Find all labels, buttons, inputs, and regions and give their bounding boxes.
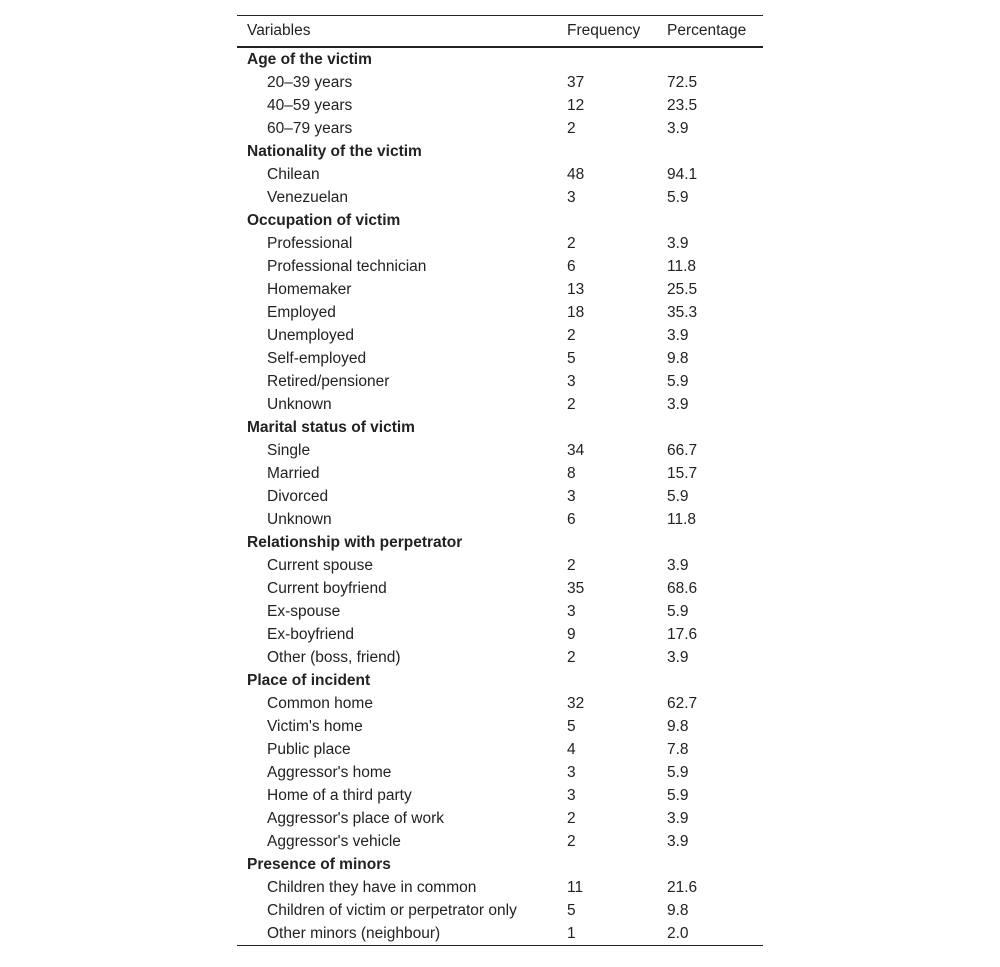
row-frequency: 4	[567, 740, 576, 758]
table-row	[237, 324, 763, 347]
row-frequency: 9	[567, 625, 576, 643]
row-percentage: 3.9	[667, 648, 689, 666]
row-label: Venezuelan	[267, 188, 349, 206]
row-percentage: 17.6	[667, 625, 698, 643]
group-title: Age of the victim	[247, 50, 372, 68]
row-label: Current spouse	[267, 556, 373, 574]
row-frequency: 32	[567, 694, 585, 712]
group-row	[237, 209, 763, 232]
table-row	[237, 71, 763, 94]
row-percentage: 94.1	[667, 165, 698, 183]
row-label: Married	[267, 464, 320, 482]
victim-characteristics-table	[237, 15, 763, 946]
row-frequency: 11	[567, 878, 584, 896]
row-frequency: 37	[567, 73, 585, 91]
row-percentage: 15.7	[667, 464, 698, 482]
table-row	[237, 692, 763, 715]
row-label: Employed	[267, 303, 336, 321]
row-frequency: 5	[567, 717, 576, 735]
row-label: Single	[267, 441, 311, 459]
row-label: Aggressor's home	[267, 763, 392, 781]
row-label: Aggressor's vehicle	[267, 832, 401, 850]
table-row	[237, 255, 763, 278]
row-percentage: 23.5	[667, 96, 698, 114]
group-row	[237, 669, 763, 692]
row-label: Unknown	[267, 510, 332, 528]
group-row	[237, 47, 763, 71]
row-label: 40–59 years	[267, 96, 353, 114]
row-label: Chilean	[267, 165, 320, 183]
row-percentage: 11.8	[667, 257, 697, 275]
row-label: Public place	[267, 740, 351, 758]
row-percentage: 35.3	[667, 303, 698, 321]
row-label: Ex-boyfriend	[267, 625, 355, 643]
row-frequency: 3	[567, 602, 576, 620]
row-percentage: 5.9	[667, 602, 689, 620]
row-label: Children of victim or perpetrator only	[267, 901, 517, 919]
table-row	[237, 94, 763, 117]
row-frequency: 2	[567, 556, 576, 574]
table-row	[237, 738, 763, 761]
group-row	[237, 853, 763, 876]
data-table-container	[237, 15, 763, 946]
row-frequency: 3	[567, 188, 576, 206]
row-percentage: 5.9	[667, 763, 689, 781]
table-row	[237, 623, 763, 646]
table-row	[237, 370, 763, 393]
row-frequency: 2	[567, 832, 576, 850]
row-percentage: 68.6	[667, 579, 698, 597]
row-frequency: 18	[567, 303, 585, 321]
group-title: Place of incident	[247, 671, 371, 689]
row-frequency: 8	[567, 464, 576, 482]
group-title: Occupation of victim	[247, 211, 401, 229]
row-frequency: 2	[567, 326, 576, 344]
row-percentage: 5.9	[667, 487, 689, 505]
row-percentage: 66.7	[667, 441, 698, 459]
group-title: Marital status of victim	[247, 418, 415, 436]
table-row	[237, 577, 763, 600]
row-percentage: 3.9	[667, 234, 689, 252]
row-frequency: 13	[567, 280, 585, 298]
header-variables: Variables	[247, 22, 311, 39]
row-frequency: 48	[567, 165, 585, 183]
header-percentage: Percentage	[667, 22, 747, 39]
table-row	[237, 784, 763, 807]
row-percentage: 5.9	[667, 372, 689, 390]
row-label: Current boyfriend	[267, 579, 387, 597]
row-percentage: 2.0	[667, 924, 689, 942]
row-label: Divorced	[267, 487, 329, 505]
row-percentage: 9.8	[667, 901, 689, 919]
row-percentage: 9.8	[667, 349, 689, 367]
group-row	[237, 531, 763, 554]
row-label: Common home	[267, 694, 373, 712]
table-row	[237, 830, 763, 853]
row-label: Victim's home	[267, 717, 363, 735]
row-percentage: 7.8	[667, 740, 689, 758]
row-label: Unemployed	[267, 326, 355, 344]
row-label: Homemaker	[267, 280, 352, 298]
row-percentage: 5.9	[667, 786, 689, 804]
table-row	[237, 554, 763, 577]
row-frequency: 2	[567, 119, 576, 137]
row-label: 60–79 years	[267, 119, 353, 137]
row-percentage: 3.9	[667, 809, 689, 827]
row-label: Unknown	[267, 395, 332, 413]
table-row	[237, 393, 763, 416]
group-title: Nationality of the victim	[247, 142, 422, 160]
table-row	[237, 462, 763, 485]
row-percentage: 25.5	[667, 280, 698, 298]
row-frequency: 2	[567, 395, 576, 413]
row-frequency: 2	[567, 809, 576, 827]
table-row	[237, 117, 763, 140]
row-frequency: 12	[567, 96, 585, 114]
table-row	[237, 485, 763, 508]
row-label: Ex-spouse	[267, 602, 341, 620]
table-row	[237, 508, 763, 531]
row-percentage: 21.6	[667, 878, 698, 896]
row-frequency: 34	[567, 441, 585, 459]
row-label: 20–39 years	[267, 73, 353, 91]
table-row	[237, 600, 763, 623]
row-label: Other (boss, friend)	[267, 648, 401, 666]
row-frequency: 3	[567, 487, 576, 505]
row-label: Children they have in common	[267, 878, 477, 896]
table-row	[237, 278, 763, 301]
row-percentage: 3.9	[667, 119, 689, 137]
table-row	[237, 715, 763, 738]
row-frequency: 6	[567, 257, 576, 275]
row-frequency: 2	[567, 234, 576, 252]
row-percentage: 62.7	[667, 694, 698, 712]
table-row	[237, 876, 763, 899]
row-frequency: 3	[567, 372, 576, 390]
header-frequency: Frequency	[567, 22, 641, 39]
row-percentage: 11.8	[667, 510, 697, 528]
row-frequency: 6	[567, 510, 576, 528]
table-row	[237, 761, 763, 784]
row-frequency: 3	[567, 763, 576, 781]
table-row	[237, 439, 763, 462]
table-row	[237, 899, 763, 922]
table-body	[237, 47, 763, 946]
row-frequency: 1	[567, 924, 576, 942]
row-frequency: 3	[567, 786, 576, 804]
table-row	[237, 922, 763, 946]
row-percentage: 5.9	[667, 188, 689, 206]
group-row	[237, 140, 763, 163]
row-frequency: 5	[567, 901, 576, 919]
table-row	[237, 163, 763, 186]
group-row	[237, 416, 763, 439]
row-label: Self-employed	[267, 349, 367, 367]
table-header	[237, 16, 763, 48]
row-percentage: 9.8	[667, 717, 689, 735]
row-frequency: 2	[567, 648, 576, 666]
row-label: Aggressor's place of work	[267, 809, 444, 827]
group-title: Relationship with perpetrator	[247, 533, 463, 551]
row-percentage: 3.9	[667, 395, 689, 413]
table-row	[237, 807, 763, 830]
table-row	[237, 232, 763, 255]
row-label: Other minors (neighbour)	[267, 924, 441, 942]
row-label: Professional technician	[267, 257, 427, 275]
row-percentage: 3.9	[667, 326, 689, 344]
header-row	[237, 16, 763, 48]
table-row	[237, 186, 763, 209]
row-frequency: 35	[567, 579, 585, 597]
row-label: Professional	[267, 234, 353, 252]
row-percentage: 72.5	[667, 73, 698, 91]
row-label: Retired/pensioner	[267, 372, 390, 390]
row-label: Home of a third party	[267, 786, 412, 804]
table-row	[237, 347, 763, 370]
table-row	[237, 301, 763, 324]
row-percentage: 3.9	[667, 832, 689, 850]
table-row	[237, 646, 763, 669]
group-title: Presence of minors	[247, 855, 391, 873]
row-frequency: 5	[567, 349, 576, 367]
row-percentage: 3.9	[667, 556, 689, 574]
